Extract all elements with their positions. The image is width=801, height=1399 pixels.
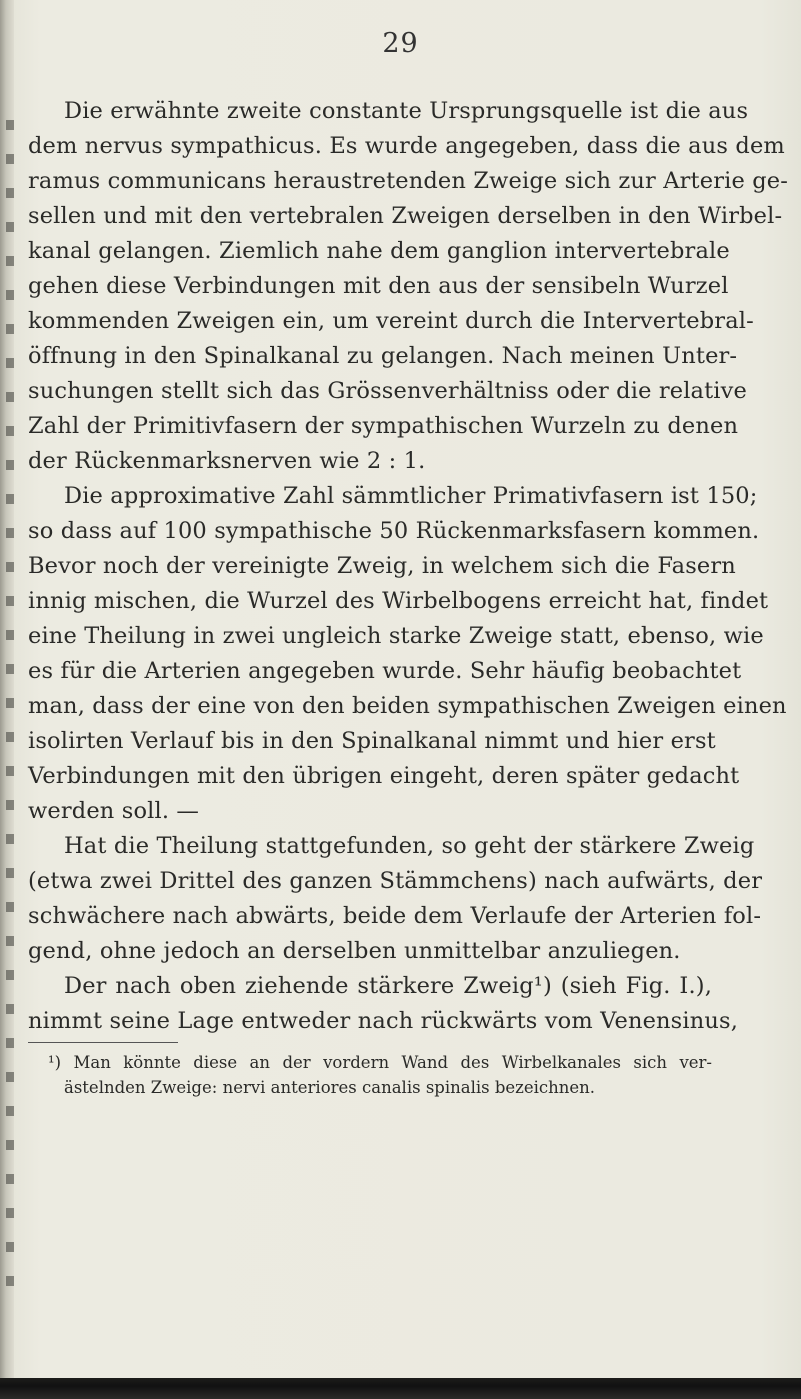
text-line: (etwa zwei Drittel des ganzen Stämmchens) nach aufwärts, der bbox=[28, 868, 763, 894]
footnote-line: ästelnden Zweige: nervi anteriores canalis spinalis bezeichnen. bbox=[64, 1078, 596, 1097]
text-line: Die erwähnte zweite constante Ursprungsquelle ist die aus bbox=[64, 98, 749, 124]
footnote-separator bbox=[28, 1042, 178, 1043]
text-line: ramus communicans heraustretenden Zweige sich zur Arterie ge- bbox=[28, 168, 788, 194]
page-number: 29 bbox=[382, 28, 419, 59]
text-line: eine Theilung in zwei ungleich starke Zweige statt, ebenso, wie bbox=[28, 623, 764, 649]
footnote-line: ¹) Man könnte diese an der vordern Wand des Wirbelkanales sich ver- bbox=[48, 1053, 712, 1072]
text-line: es für die Arterien angegeben wurde. Sehr häufig beobachtet bbox=[28, 658, 742, 684]
text-line: so dass auf 100 sympathische 50 Rückenmarksfasern kommen. bbox=[28, 518, 760, 544]
text-line: öffnung in den Spinalkanal zu gelangen. Nach meinen Unter- bbox=[28, 343, 738, 369]
text-line: kommenden Zweigen ein, um vereint durch die Intervertebral- bbox=[28, 308, 754, 334]
text-line: isolirten Verlauf bis in den Spinalkanal nimmt und hier erst bbox=[28, 728, 716, 754]
text-line: gehen diese Verbindungen mit den aus der sensibeln Wurzel bbox=[28, 273, 729, 299]
text-line: man, dass der eine von den beiden sympathischen Zweigen einen bbox=[28, 693, 787, 719]
text-line: nimmt seine Lage entweder nach rückwärts vom Venensinus, bbox=[28, 1008, 739, 1034]
text-line: der Rückenmarksnerven wie 2 : 1. bbox=[28, 448, 426, 474]
text-line: schwächere nach abwärts, beide dem Verlaufe der Arterien fol- bbox=[28, 903, 762, 929]
text-line: innig mischen, die Wurzel des Wirbelbogens erreicht hat, findet bbox=[28, 588, 769, 614]
text-line: Verbindungen mit den übrigen eingeht, deren später gedacht bbox=[28, 763, 740, 789]
text-line: dem nervus sympathicus. Es wurde angegeben, dass die aus dem bbox=[28, 133, 785, 159]
binding-stitch-marks bbox=[6, 120, 14, 1300]
scan-bottom-edge bbox=[0, 1378, 801, 1399]
text-line: kanal gelangen. Ziemlich nahe dem ganglion intervertebrale bbox=[28, 238, 730, 264]
text-line: werden soll. — bbox=[28, 798, 200, 824]
text-line: sellen und mit den vertebralen Zweigen derselben in den Wirbel- bbox=[28, 203, 783, 229]
text-line: Zahl der Primitivfasern der sympathischen Wurzeln zu denen bbox=[28, 413, 739, 439]
text-line: Die approximative Zahl sämmtlicher Primativfasern ist 150; bbox=[64, 483, 758, 509]
text-line: Der nach oben ziehende stärkere Zweig¹) (sieh Fig. I.), bbox=[64, 973, 712, 999]
text-line: gend, ohne jedoch an derselben unmittelbar anzuliegen. bbox=[28, 938, 681, 964]
text-line: Hat die Theilung stattgefunden, so geht der stärkere Zweig bbox=[64, 833, 755, 859]
text-line: suchungen stellt sich das Grössenverhältniss oder die relative bbox=[28, 378, 747, 404]
text-line: Bevor noch der vereinigte Zweig, in welchem sich die Fasern bbox=[28, 553, 736, 579]
